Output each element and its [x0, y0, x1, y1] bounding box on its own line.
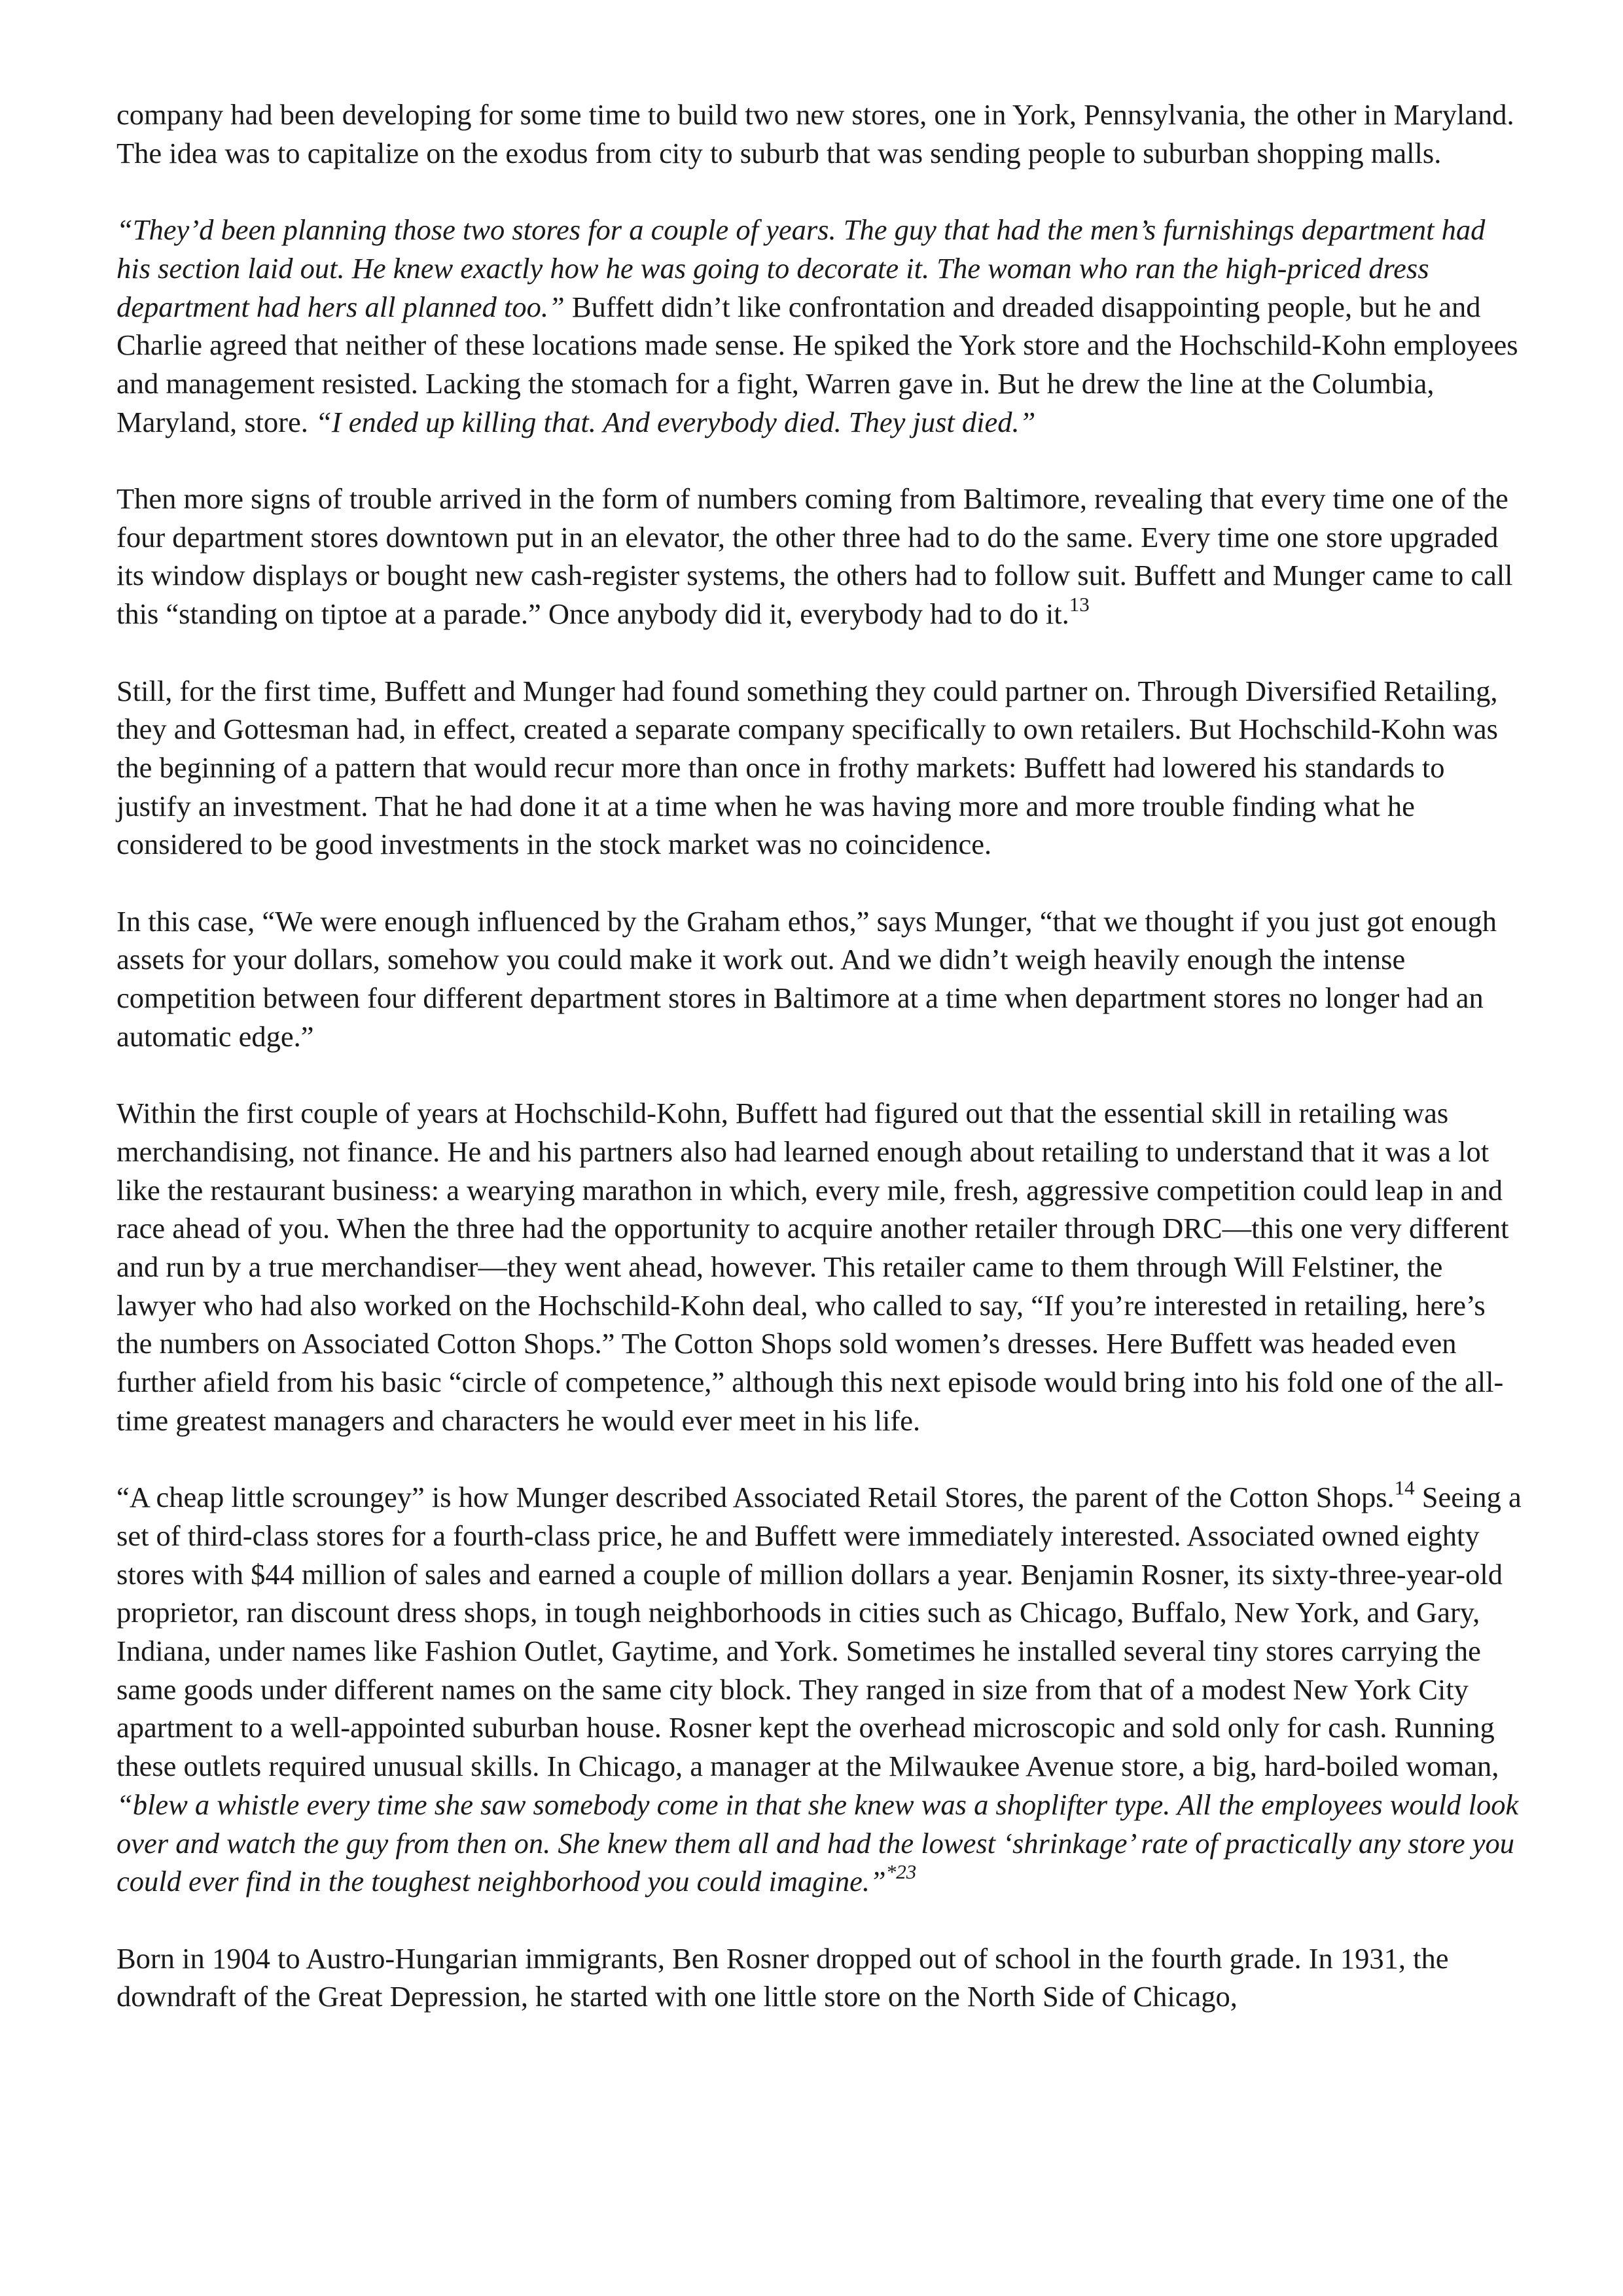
- italic-quote: “They’d been planning those two stores for a couple of years. The guy that had the men’s furnishings department had his section laid out. He knew exactly how he was going to decorate it. The woman who ran the high-priced dress department had hers all planned too.”: [116, 213, 1486, 323]
- paragraph-1: [116, 96, 1524, 172]
- footnote-ref-13: 13: [1069, 592, 1090, 616]
- paragraph-text: In this case, “We were enough influenced by the Graham ethos,” says Munger, “that we thought if you just got enough assets for your dollars, somehow you could make it work out. And we didn’t weigh heavily enough the intense competition between four different department stores in Baltimore at a time when department stores no longer had an automatic edge.”: [116, 904, 1497, 1053]
- paragraph-5: [116, 902, 1524, 1056]
- paragraph-3: [116, 480, 1524, 633]
- paragraph-7: [116, 1478, 1524, 1901]
- paragraph-text: Seeing a set of third-class stores for a fourth-class price, he and Buffett were immediately interested. Associated owned eighty stores with $44 million of sales and earned a couple of million dollars a year. Benjamin Rosner, its sixty-three-year-old proprietor, ran discount dress shops, in tough neighborhoods in cities such as Chicago, Buffalo, New York, and Gary, Indiana, under names like Fashion Outlet, Gaytime, and York. Sometimes he installed several tiny stores carrying the same goods under different names on the same city block. They ranged in size from that of a modest New York City apartment to a well-appointed suburban house. Rosner kept the overhead microscopic and sold only for cash. Running these outlets required unusual skills. In Chicago, a manager at the Milwaukee Avenue store, a big, hard-boiled woman,: [116, 1481, 1522, 1783]
- italic-quote: “blew a whistle every time she saw somebody come in that she knew was a shoplifter type. All the employees would look over and watch the guy from then on. She knew them all and had the lowest ‘shrinkage’ rate of practically any store you could ever find in the toughest neighborhood you could imagine.”: [116, 1788, 1519, 1898]
- footnote-ref-23: *23: [885, 1860, 917, 1884]
- paragraph-text: company had been developing for some time to build two new stores, one in York, Pennsylvania, the other in Maryland. The idea was to capitalize on the exodus from city to suburb that was sending people to suburban shopping malls.: [116, 98, 1514, 169]
- paragraph-text: Within the first couple of years at Hochschild-Kohn, Buffett had figured out that the essential skill in retailing was merchandising, not finance. He and his partners also had learned enough about retailing to understand that it was a lot like the restaurant business: a wearying marathon in which, every mile, fresh, aggressive competition could leap in and race ahead of you. When the three had the opportunity to acquire another retailer through DRC—this one very different and run by a true merchandiser—they went ahead, however. This retailer came to them through Will Felstiner, the lawyer who had also worked on the Hochschild-Kohn deal, who called to say, “If you’re interested in retailing, here’s the numbers on Associated Cotton Shops.” The Cotton Shops sold women’s dresses. Here Buffett was headed even further afield from his basic “circle of competence,” although this next episode would bring into his fold one of the all-time greatest managers and characters he would ever meet in his life.: [116, 1097, 1509, 1437]
- paragraph-text: Buffett didn’t like confrontation and dreaded disappointing people, but he and Charlie agreed that neither of these locations made sense. He spiked the York store and the Hochschild-Kohn employees and management resisted. Lacking the stomach for a fight, Warren gave in. But he drew the line at the Columbia, Maryland, store.: [116, 290, 1518, 438]
- page-body: [116, 96, 1524, 2016]
- footnote-ref-14: 14: [1394, 1476, 1415, 1499]
- paragraph-text: Born in 1904 to Austro-Hungarian immigrants, Ben Rosner dropped out of school in the fourth grade. In 1931, the downdraft of the Great Depression, he started with one little store on the North Side of Chicago,: [116, 1941, 1449, 2013]
- paragraph-text: “A cheap little scroungey” is how Munger described Associated Retail Stores, the parent of the Cotton Shops.: [116, 1481, 1395, 1514]
- paragraph-text: Then more signs of trouble arrived in the form of numbers coming from Baltimore, revealing that every time one of the four department stores downtown put in an elevator, the other three had to do the same. Every time one store upgraded its window displays or bought new cash-register systems, the others had to follow suit. Buffett and Munger came to call this “standing on tiptoe at a parade.” Once anybody did it, everybody had to do it.: [116, 482, 1513, 631]
- paragraph-4: [116, 672, 1524, 864]
- italic-quote: “I ended up killing that. And everybody died. They just died.”: [315, 405, 1036, 438]
- paragraph-2: [116, 211, 1524, 441]
- paragraph-6: [116, 1094, 1524, 1439]
- paragraph-8: [116, 1939, 1524, 2016]
- paragraph-text: Still, for the first time, Buffett and Munger had found something they could partner on. Through Diversified Retailing, they and Gottesman had, in effect, created a separate company specifically to own retailers. But Hochschild-Kohn was the beginning of a pattern that would recur more than once in frothy markets: Buffett had lowered his standards to justify an investment. That he had done it at a time when he was having more and more trouble finding what he considered to be good investments in the stock market was no coincidence.: [116, 674, 1498, 861]
